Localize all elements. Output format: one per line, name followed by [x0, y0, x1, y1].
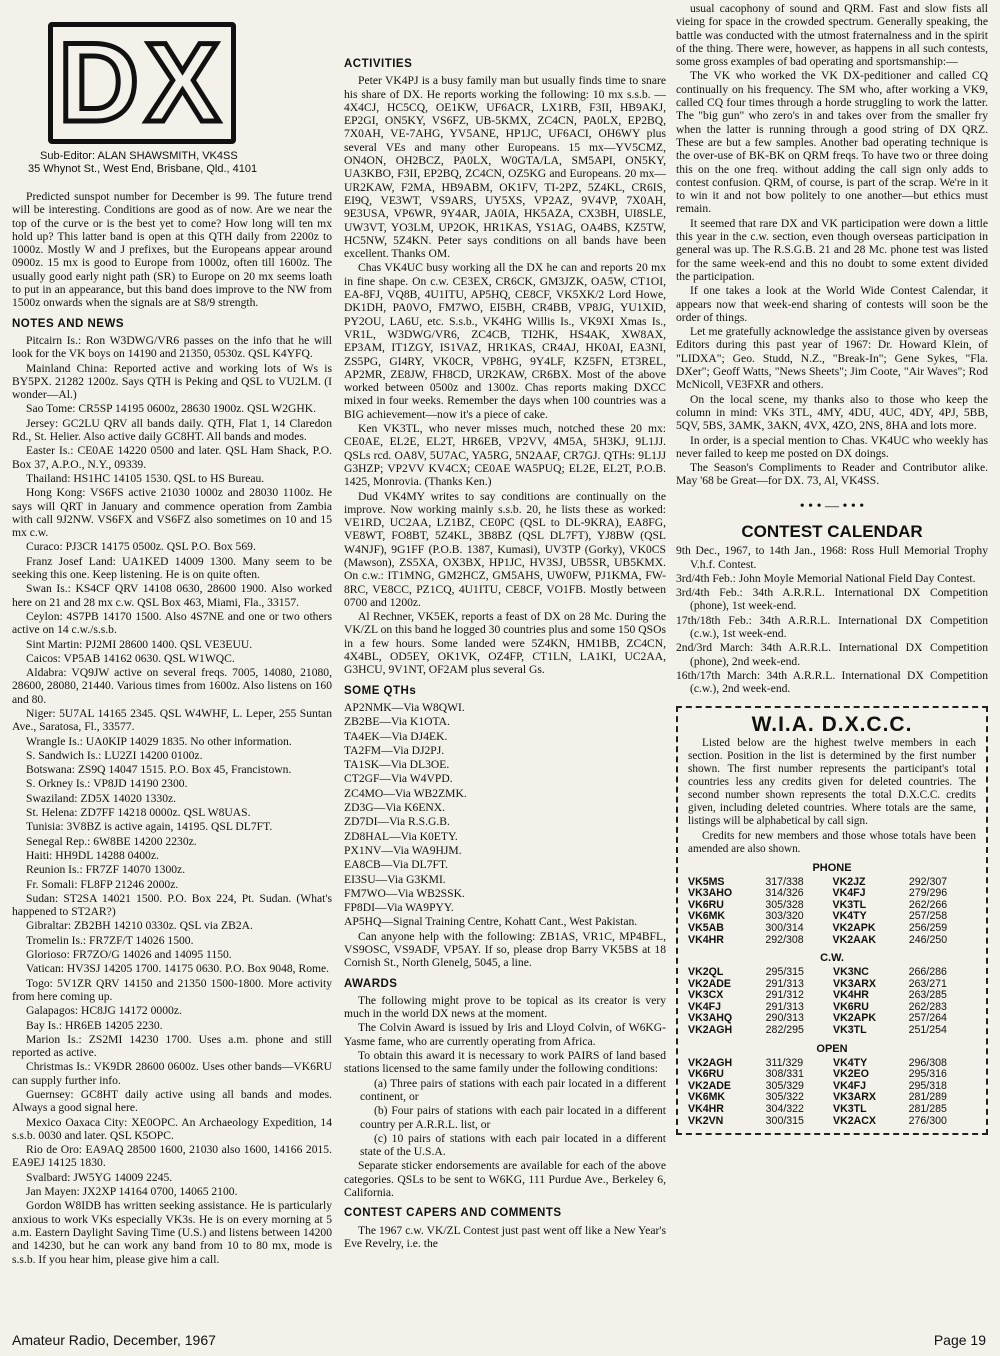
- score-cell: 305/322: [765, 1091, 804, 1104]
- call-sign-cell: VK4FJ: [833, 1079, 866, 1092]
- activity-item: Chas VK4UC busy working all the DX he can and reports 20 mx in fine shape. On c.w. CE3EX, CR6CK, GM3JZK, OA5W, CT1OI, EA-8FJ, VQ8B, 4U1ITU, AP5HQ, CE8CF, VK5XK/2 Lord Howe, DK1DH, PA0VO, FM7WO, EI5BH, CR4BB, VP8JG, YU1XID, PY2OU, LA6U, etc. S.s.b., VK4HG Willis Is., VK9XI Xmas Is., VR1L, W3DWG/VR6, ZC4CB, TI2HK, HS4AK, XW8AX, EP3AM, IT1ZGY, IS1VAZ, HR1KAS, CR4AJ, HK0AI, EA3NI, ZS5PG, GI4RY, VK0CR, VP8HG, 9Y4LF, KZ5FN, ET3REL, AP2MR, ZE8JW, FH8CD, UR2KAW, CR6BX. Most of the above worked between 0500z and 1300z. Chas reports making DXCC mixed in four weeks. Remember the days when 100 countries was a BIG achievement—now it's a piece of cake.: [344, 261, 666, 421]
- score-cell: 279/296: [908, 887, 948, 900]
- call-sign-cell: VK6RU: [833, 1000, 869, 1013]
- wia-dxcc-sections: [688, 862, 976, 1128]
- contest-calendar-heading: CONTEST CALENDAR: [741, 521, 923, 541]
- news-item: S. Sandwich Is.: LU2ZI 14200 0100z.: [26, 748, 203, 762]
- news-item: Vatican: HV3SJ 14205 1700. 14175 0630. P.O. Box 9048, Rome.: [26, 962, 330, 976]
- table-row: [688, 888, 976, 900]
- awards-list: [344, 994, 666, 1076]
- qth-item: TA2FM—Via DJ2PJ.: [344, 743, 445, 757]
- news-item: Senegal Rep.: 6W8BE 14200 2230z.: [26, 834, 197, 848]
- score-cell: 300/314: [765, 921, 804, 934]
- qth-item: TA4EK—Via DJ4EK.: [344, 729, 448, 743]
- news-item: Thailand: HS1HC 14105 1530. QSL to HS Bureau.: [26, 471, 265, 485]
- news-item: Botswana: ZS9Q 14047 1515. P.O. Box 45, Francistown.: [26, 763, 292, 777]
- dx-logo: DX: [48, 22, 236, 144]
- news-item: Wrangle Is.: UA0KIP 14029 1835. No other information.: [26, 734, 292, 748]
- news-item: S. Orkney Is.: VP8JD 14190 2300.: [26, 777, 188, 791]
- news-item: Reunion Is.: FR7ZF 14070 1300z.: [26, 863, 186, 877]
- news-item: Togo: 5V1ZR QRV 14150 and 21350 1500-1800. More activity from here coming up.: [12, 976, 332, 1003]
- call-sign-cell: VK3AHO: [688, 887, 733, 900]
- score-cell: 305/328: [765, 898, 804, 911]
- score-cell: 295/318: [908, 1079, 947, 1092]
- score-cell: 317/338: [765, 875, 804, 888]
- call-sign-cell: VK2ADE: [688, 977, 731, 990]
- comment-paragraph: The Season's Compliments to Reader and Contributor alike. May '68 be Great—for DX. 73, Al, VK4SS.: [676, 461, 988, 488]
- activity-item: Al Rechner, VK5EK, reports a feast of DX on 28 Mc. During the VK/ZL on this band he logged 30 countries plus and some 150 QSOs in a few hours. Some landed were 5Z4KN, HM1BB, ZC4CN, 4X4BL, OD5EY, OK1VK, OZ4FP, CT1LN, LA1KI, UC2AA, G3HCU, 9V1NT, OF2AM plus several Gs.: [344, 610, 666, 677]
- news-item: Franz Josef Land: UA1KED 14009 1300. Many seem to be seeking this one. Keep listening. He is on quite often.: [12, 554, 332, 582]
- news-item: Fr. Somali: FL8FP 21246 2000z.: [26, 877, 179, 891]
- qth-item: PX1NV—Via WA9HJM.: [344, 843, 462, 857]
- sub-editor-address: 35 Whynot St., West End, Brisbane, Qld., 4101: [28, 163, 258, 175]
- news-item: Tromelin Is.: FR7ZF/T 14026 1500.: [26, 933, 194, 947]
- qth-item: TA1SK—Via DL3OE.: [344, 758, 450, 772]
- call-sign-cell: VK3CX: [688, 989, 724, 1002]
- calendar-entry: 2nd/3rd March: 34th A.R.R.L. International DX Competition (phone), 2nd week-end.: [676, 641, 988, 668]
- sub-editor-name: Sub-Editor: ALAN SHAWSMITH, VK4SS: [40, 150, 238, 162]
- qth-item: ZD8HAL—Via K0ETY.: [344, 829, 458, 843]
- qth-item: CT2GF—Via W4VPD.: [344, 772, 453, 786]
- dxcc-section-heading: PHONE: [812, 861, 852, 874]
- call-sign-cell: VK5MS: [688, 875, 725, 888]
- news-item: Tunisia: 3V8BZ is active again, 14195. QSL DL7FT.: [26, 820, 273, 834]
- qth-item: EI3SU—Via G3KMI.: [344, 872, 446, 886]
- news-item: Jan Mayen: JX2XP 14164 0700, 14065 2100.: [26, 1185, 238, 1199]
- call-sign-cell: VK2JZ: [832, 875, 866, 888]
- sub-editor-block: [28, 150, 332, 176]
- score-cell: 305/329: [765, 1079, 804, 1092]
- comment-paragraph: Let me gratefully acknowledge the assistance given by overseas Editors during this past year of 1967: Dr. Howard Klein, of "LIDXA"; Geo. Studd, N.Z., "Break-In"; Gene Sykes, "Fla. DXer"; Geoff Watts, "News Sheets"; Jim Coote, "Air Waves"; Rod McNicoll, VE3FXR and others.: [676, 325, 988, 392]
- call-sign-cell: VK2APK: [833, 1012, 876, 1025]
- activities-heading: ACTIVITIES: [344, 58, 413, 70]
- score-cell: 262/283: [908, 1000, 947, 1013]
- call-sign-cell: VK6MK: [688, 1091, 726, 1104]
- qth-note: Can anyone help with the following: ZB1AS, VR1C, MP4BFL, VS9OSC, VS9ADF, VP5AY. If so, please drop Barry VK5BS at 18 Cornish St., North Glenelg, 5045, a line.: [344, 929, 666, 970]
- news-item: Caicos: VP5AB 14162 0630. QSL W1WQC.: [26, 651, 235, 665]
- score-cell: 314/326: [765, 887, 804, 900]
- score-cell: 251/254: [908, 1024, 947, 1037]
- call-sign-cell: VK2VN: [688, 1114, 724, 1127]
- score-cell: 276/300: [908, 1114, 947, 1127]
- award-condition: (c) 10 pairs of stations with each pair located in a different state of the U.S.A.: [360, 1131, 666, 1159]
- news-item: Haiti: HH9DL 14288 0400z.: [26, 848, 159, 862]
- comment-paragraph: usual cacophony of sound and QRM. Fast and slow fists all vieing for space in the crowded spectrum. Generally speaking, the battle was conducted with the utmost fraternalness and in the spirit of the thing. There were, however, as happens in all such contests, some gross examples of bad operating and sportsmanship:—: [676, 2, 988, 69]
- dxcc-table: [688, 967, 976, 1037]
- qth-item: ZD3G—Via K6ENX.: [344, 801, 446, 815]
- qths-list: [344, 701, 666, 929]
- call-sign-cell: VK6RU: [688, 1068, 724, 1081]
- call-sign-cell: VK4FJ: [832, 887, 866, 900]
- news-item: Mainland China: Reported active and working lots of Ws is BY5PX. 21282 1200z. Says QTH is Peking and QSL to VU2LM. (I wonder—Al.): [12, 361, 332, 402]
- call-sign-cell: VK2AGH: [688, 1024, 733, 1037]
- news-item: Glorioso: FR7ZO/G 14026 and 14095 1150.: [26, 948, 232, 962]
- comment-paragraph: On the local scene, my thanks also to those who keep the column in mind: VKs 3TL, 4MY, 4DU, 4UC, 4DY, 4PJ, 5BB, 5QV, 5BS, 3AMK, 3AKN, 4VX, 4ZO, 2NS, 8HA and lots more.: [676, 392, 988, 433]
- score-cell: 262/266: [908, 898, 948, 911]
- comment-paragraph: If one takes a look at the World Wide Contest Calendar, it appears now that week-end sharing of contests will soon be the order of things.: [676, 284, 988, 324]
- call-sign-cell: VK4TY: [832, 910, 867, 923]
- news-item: Christmas Is.: VK9DR 28600 0600z. Uses other bands—VK6RU can supply further info.: [12, 1060, 332, 1087]
- news-item: Aldabra: VQ9JW active on several freqs. 7005, 14080, 21080, 28600, 28080, 21440. Various times from 1600z. Also listens on 160 and 80.: [12, 666, 332, 706]
- page-number: Page 19: [933, 1332, 986, 1348]
- score-cell: 266/286: [908, 966, 947, 979]
- score-cell: 303/320: [765, 910, 804, 923]
- dxcc-section-heading: OPEN: [816, 1042, 848, 1055]
- score-cell: 308/331: [765, 1068, 804, 1081]
- call-sign-cell: VK3NC: [833, 966, 869, 979]
- qth-item: FP8DI—Via WA9PYY.: [344, 901, 454, 915]
- conditions-list: [344, 1077, 666, 1159]
- activities-list: [344, 74, 666, 676]
- wia-intro-paragraph: Credits for new members and those whose totals have been amended are also shown.: [688, 829, 976, 855]
- score-cell: 246/250: [908, 933, 948, 946]
- news-item: Marion Is.: ZS2MI 14230 1700. Uses a.m. phone and still reported as active.: [12, 1032, 332, 1060]
- news-item: St. Helena: ZD7FF 14218 0000z. QSL W8UAS.: [26, 806, 251, 820]
- news-item: Pitcairn Is.: Ron W3DWG/VR6 passes on the info that he will look for the VK boys on 14190 and 21350, 0530z. QSL K4YFQ.: [12, 333, 332, 361]
- call-sign-cell: VK5AB: [688, 921, 724, 934]
- wia-dxcc-box: [676, 706, 988, 1136]
- call-sign-cell: VK2AGH: [688, 1056, 733, 1069]
- qth-item: FM7WO—Via WB2SSK.: [344, 886, 465, 900]
- table-row: [688, 1025, 976, 1037]
- news-item: Hong Kong: VS6FS active 21030 1000z and 28030 1100z. He says will QRT in January and commence operation from Zambia with call 9J2NW. VS6FX and VS6FZ also sometimes on 10 and 15 mx c.w.: [12, 486, 332, 540]
- calendar-entry: 16th/17th March: 34th A.R.R.L. International DX Competition (c.w.), 2nd week-end.: [676, 668, 988, 696]
- call-sign-cell: VK2QL: [688, 966, 724, 979]
- score-cell: 291/313: [765, 1000, 804, 1013]
- dxcc-table: [688, 1058, 976, 1128]
- section-separator: • • • — • • •: [799, 498, 865, 514]
- table-row: [688, 967, 976, 979]
- intro-paragraph: Predicted sunspot number for December is 99. The future trend will be interesting. Conditions are good as of now. Are we near the top of the curve or is the best yet to come? How long will ten mx hold up? This latter band is open at this QTH daily from 2200z to 1000z. Mostly W and J prefixes, but the Europeans appear around 0900z. 15 mx is good to Europe from 1000z, often till 1600z. The usually good early night path (SR) to Europe on 20 mx seems loath to put in an appearance, but this band does improve to the NW from 1500z onwards when the signals are at S8/9 strength.: [12, 190, 332, 310]
- news-item: Ceylon: 4S7PB 14170 1500. Also 4S7NE and one or two others active on 14 c.w./s.s.b.: [12, 609, 332, 637]
- news-item: Bay Is.: HR6EB 14205 2230.: [26, 1018, 163, 1032]
- qth-item: ZD7DI—Via R.S.G.B.: [344, 815, 450, 829]
- call-sign-cell: VK4FJ: [688, 1000, 721, 1013]
- news-item: Sint Martin: PJ2MI 28600 1400. QSL VE3EUU.: [26, 637, 253, 651]
- wia-dxcc-title: W.I.A. D.X.C.C.: [751, 712, 913, 736]
- score-cell: 304/322: [765, 1103, 804, 1116]
- call-sign-cell: VK6RU: [688, 898, 724, 911]
- award-condition: (b) Four pairs of stations with each pair located in a different country per A.R.R.L. list, or: [360, 1104, 666, 1131]
- score-cell: 281/285: [908, 1103, 947, 1116]
- column-2: [344, 58, 666, 1320]
- column-1: [12, 20, 332, 1320]
- table-row: [688, 1104, 976, 1116]
- dxcc-table: [688, 877, 976, 947]
- score-cell: 281/289: [908, 1091, 947, 1104]
- publication-name: Amateur Radio, December, 1967: [12, 1332, 216, 1348]
- news-item: Swan Is.: KS4CF QRV 14108 0630, 28600 1900. Also worked here on 21 and 28 mx c.w. QSL Box 463, Miami, Fla., 33157.: [12, 582, 332, 609]
- news-item: Swaziland: ZD5X 14020 1330z.: [26, 791, 177, 805]
- news-item: Sudan: ST2SA 14021 1500. P.O. Box 224, Pt. Sudan. (What's happened to ST2AR?): [12, 891, 332, 919]
- score-cell: 257/258: [908, 910, 948, 923]
- news-item: Galapagos: HC8JG 14172 0000z.: [26, 1004, 182, 1018]
- call-sign-cell: VK3TL: [833, 1024, 867, 1037]
- score-cell: 295/315: [765, 966, 804, 979]
- call-sign-cell: VK3TL: [832, 898, 867, 911]
- contest-start: The 1967 c.w. VK/ZL Contest just past went off like a New Year's Eve Revelry, i.e. the: [344, 1223, 666, 1250]
- qth-item: EA8CB—Via DL7FT.: [344, 858, 449, 872]
- award-paragraph: The Colvin Award is issued by Iris and Lloyd Colvin, of W6KG-Yasme fame, who are currently operating from Africa.: [344, 1021, 666, 1048]
- score-cell: 311/329: [765, 1056, 804, 1069]
- call-sign-cell: VK3ARX: [833, 1091, 876, 1104]
- score-cell: 257/264: [908, 1012, 947, 1025]
- call-sign-cell: VK2EO: [833, 1068, 869, 1081]
- qths-heading: SOME QTHs: [344, 684, 417, 697]
- score-cell: 290/313: [765, 1012, 804, 1025]
- call-sign-cell: VK4HR: [688, 933, 724, 946]
- activity-item: Peter VK4PJ is a busy family man but usually finds time to snare his share of DX. He reports working the following: 10 mx s.s.b. —4X4CJ, HC5CQ, OE1KW, UF6ACR, LX1RB, F3II, HB9AKJ, EP2GI, ON5KY, VS6FZ, UB-5KMX, ZC4CN, PA0LX, EP2BQ, 7X0AH, VE-7AHG, YV5ANE, HP1JC, UF6ACI, OH6WY plus several VEs and many other Europeans. 15 mx—YV5CMZ, ON4ON, OH2BCZ, PA0LX, W0GTA/LA, SM5API, ON5KY, UA3KBO, F3II, EP2BQ, ZC4CN, OZ5KG and Europeans. 20 mx—UR2KAW, F2MA, HB9ABM, OK1FV, TI-2PZ, 5Z4KL, CR6IS, EI9Q, VE3WT, VS9ARS, UY5XS, VP2AZ, 9V4VP, 7X0AH, 9E3USA, VP6WR, 9Y4AR, JA0IA, HK5AZA, CX3BH, UI8SLE, UW3VT, YO3LM, UP2OK, HR1KAS, YS1AG, OA4BS, KZ5TW, HC5NW, 5Z4KN. Peter says conditions on all bands have been excellent. Thanks OM.: [344, 74, 666, 261]
- notes-heading: NOTES AND NEWS: [12, 317, 124, 330]
- award-paragraph: The following might prove to be topical as its creator is very much in the world DX news at the moment.: [344, 993, 666, 1021]
- qth-item: ZB2BE—Via K1OTA.: [344, 715, 450, 729]
- table-row: [688, 935, 976, 947]
- dxcc-section-heading: C.W.: [820, 952, 844, 965]
- score-cell: 295/316: [908, 1068, 947, 1081]
- news-item: Mexico Oaxaca City: XE0OPC. An Archaeology Expedition, 14 s.s.b. 0030 and later. QSL K5OPC.: [12, 1115, 332, 1142]
- score-cell: 291/312: [765, 989, 804, 1002]
- contest-calendar-list: [676, 544, 988, 695]
- score-cell: 282/295: [765, 1024, 804, 1037]
- column-3: [676, 2, 988, 1264]
- news-item: Svalbard: JW5YG 14009 2245.: [26, 1170, 173, 1184]
- wia-dxcc-intro: [688, 737, 976, 856]
- score-cell: 296/308: [908, 1056, 947, 1069]
- score-cell: 300/315: [765, 1114, 804, 1127]
- contest-comments: [676, 2, 988, 488]
- table-row: [688, 923, 976, 935]
- awards-end: Separate sticker endorsements are available for each of the above categories. QSLs to be sent to W6KG, 111 Purdue Ave., Berkeley 6, California.: [344, 1159, 666, 1200]
- news-item: Easter Is.: CE0AE 14220 0500 and later. QSL Ham Shack, P.O. Box 37, A.P.O., N.Y., 09339.: [12, 444, 332, 471]
- qth-item: ZC4MO—Via WB2ZMK.: [344, 786, 467, 800]
- score-cell: 291/313: [765, 977, 804, 990]
- qth-item: AP2NMK—Via W8QWI.: [344, 700, 465, 714]
- awards-heading: AWARDS: [344, 977, 398, 990]
- call-sign-cell: VK2AAK: [832, 933, 877, 946]
- table-row: [688, 1116, 976, 1128]
- call-sign-cell: VK4TY: [833, 1056, 868, 1069]
- score-cell: 263/285: [908, 989, 947, 1002]
- award-paragraph: To obtain this award it is necessary to work PAIRS of land based stations licensed to the same family under the following conditions:: [344, 1049, 666, 1076]
- calendar-entry: 3rd/4th Feb.: John Moyle Memorial National Field Day Contest.: [676, 571, 976, 585]
- notes-list: [12, 334, 332, 1266]
- news-item: Jersey: GC2LU QRV all bands daily. QTH, Flat 1, 14 Claredon Rd., St. Helier. Also active daily GC8HT. All bands and modes.: [12, 416, 332, 444]
- score-cell: 263/271: [908, 977, 947, 990]
- comment-paragraph: In order, is a special mention to Chas. VK4UC who weekly has never failed to keep me posted on DX doings.: [676, 433, 988, 460]
- call-sign-cell: VK3AHQ: [688, 1012, 733, 1025]
- calendar-entry: 9th Dec., 1967, to 14th Jan., 1968: Ross Hull Memorial Trophy V.h.f. Contest.: [676, 544, 988, 571]
- news-item: Niger: 5U7AL 14165 2345. QSL W4WHF, L. Leper, 255 Suntan Ave., Saratosa, Fl., 33577.: [12, 706, 332, 734]
- score-cell: 292/308: [765, 933, 804, 946]
- contest-heading: CONTEST CAPERS AND COMMENTS: [344, 1207, 562, 1220]
- activity-item: Ken VK3TL, who never misses much, notched these 20 mx: CE0AE, EL2E, EL2T, HR6EB, VP2VV, 4M5A, 5H3KJ, 9L1JJ. QSLs rcd. OA8V, 5U7AC, YA5RG, 5N2AAF, CR7GJ. QTHs: 9L1JJ G3HZP; VP2VV KV4CX; CE0AE WA5PUQ; EL2E, EL2T, P.O.B. 1425, Monrovia. (Thanks Ken.): [344, 422, 666, 489]
- call-sign-cell: VK3TL: [833, 1103, 867, 1116]
- activity-item: Dud VK4MY writes to say conditions are continually on the improve. Now working mainly s.s.b. 20, he lists these as worked: VE1RD, UC2AA, LZ1BZ, CE0PC (QSL to DL-9KRA), EA8FG, VE8WT, FO8BT, 5Z4KL, 3B8BZ (QSL DL7FT), YJ8BW (QSL W4NJF), 9G1FF (P.O.B. 1387, Kumasi), UV3TP (Gorky), VK0CS (Mawson), ZS5XA, OX3BX, HP1JC, HV3SJ, UB5SR, UB5KMX. On c.w.: IT1MNG, GM2HCZ, GM5AHS, UW0FW, PJ1KMA, FW-8RC, VE8CC, PZ1CQ, 4U1ITU, CE8CF, VO1FB. Mostly between 0700 and 1200z.: [344, 489, 666, 609]
- news-item: Gibraltar: ZB2BH 14210 0330z. QSL via ZB2A.: [26, 919, 253, 933]
- news-item: Guernsey: GC8HT daily active using all bands and modes. Always a good signal here.: [12, 1088, 332, 1115]
- score-cell: 292/307: [908, 875, 948, 888]
- call-sign-cell: VK4HR: [688, 1103, 724, 1116]
- award-condition: (a) Three pairs of stations with each pair located in a different continent, or: [360, 1076, 666, 1103]
- call-sign-cell: VK2ACX: [833, 1114, 876, 1127]
- comment-paragraph: The VK who worked the VK DX-peditioner and called CQ continually on his frequency. The SM who, after working a VK9, called CQ four times through a horde struggling to work the latter. The "big gun" who zero's in and takes over from the smaller fry when the latter is running through a good string of DX QRZ. These are but a few samples. Another bad operating technique is the over-use of BK-BK on QRM freqs. To have two or three doing this on the one freq. without adding the call sign only adds to contest confusion. QRM, of course, is part of the scrap. We're in it to win it and not bow politely to one another—but ethics must remain.: [676, 69, 988, 216]
- comment-paragraph: It seemed that rare DX and VK participation were down a little this year in the c.w. section, even though overseas participation in general was up. The R.S.G.B. 21 and 28 Mc. phone test was listed for the same week-end and this no doubt to some extent divided the participation.: [676, 216, 988, 283]
- score-cell: 256/259: [908, 921, 948, 934]
- call-sign-cell: VK4HR: [833, 989, 869, 1002]
- calendar-entry: 3rd/4th Feb.: 34th A.R.R.L. International DX Competition (phone), 1st week-end.: [676, 586, 988, 613]
- call-sign-cell: VK3ARX: [833, 977, 876, 990]
- news-item: Curaco: PJ3CR 14175 0500z. QSL P.O. Box 569.: [26, 540, 256, 554]
- news-item: Rio de Oro: EA9AQ 28500 1600, 21030 also 1600, 14166 2015. EA9EJ 14125 1830.: [12, 1143, 332, 1170]
- page-footer: [12, 1328, 986, 1352]
- calendar-entry: 17th/18th Feb.: 34th A.R.R.L. International DX Competition (c.w.), 1st week-end.: [676, 613, 988, 641]
- qth-item: AP5HQ—Signal Training Centre, Kohatt Cant., West Pakistan.: [344, 915, 638, 929]
- call-sign-cell: VK2APK: [832, 921, 876, 934]
- call-sign-cell: VK2ADE: [688, 1079, 731, 1092]
- call-sign-cell: VK6MK: [688, 910, 726, 923]
- news-item: Sao Tome: CR5SP 14195 0600z, 28630 1900z. QSL W2GHK.: [26, 402, 317, 416]
- news-item: Gordon W8IDB has written seeking assistance. He is particularly anxious to work VKs especially VK3s. He is on every morning at 5 a.m. Eastern Daylight Saving Time (U.S.) and listens between 14200 and 14230, but he can work any band from 10 to 80 mx, mode is s.s.b. If you hear him, please give him a call.: [12, 1199, 332, 1266]
- wia-intro-paragraph: Listed below are the highest twelve members in each section. Position in the list is determined by the first number shown. The first number represents the participant's total countries less any credits given for deleted countries. The second number shown represents the total D.X.C.C. credits given, including deleted countries. Where totals are the same, listings will be alphabetical by call sign.: [688, 736, 976, 827]
